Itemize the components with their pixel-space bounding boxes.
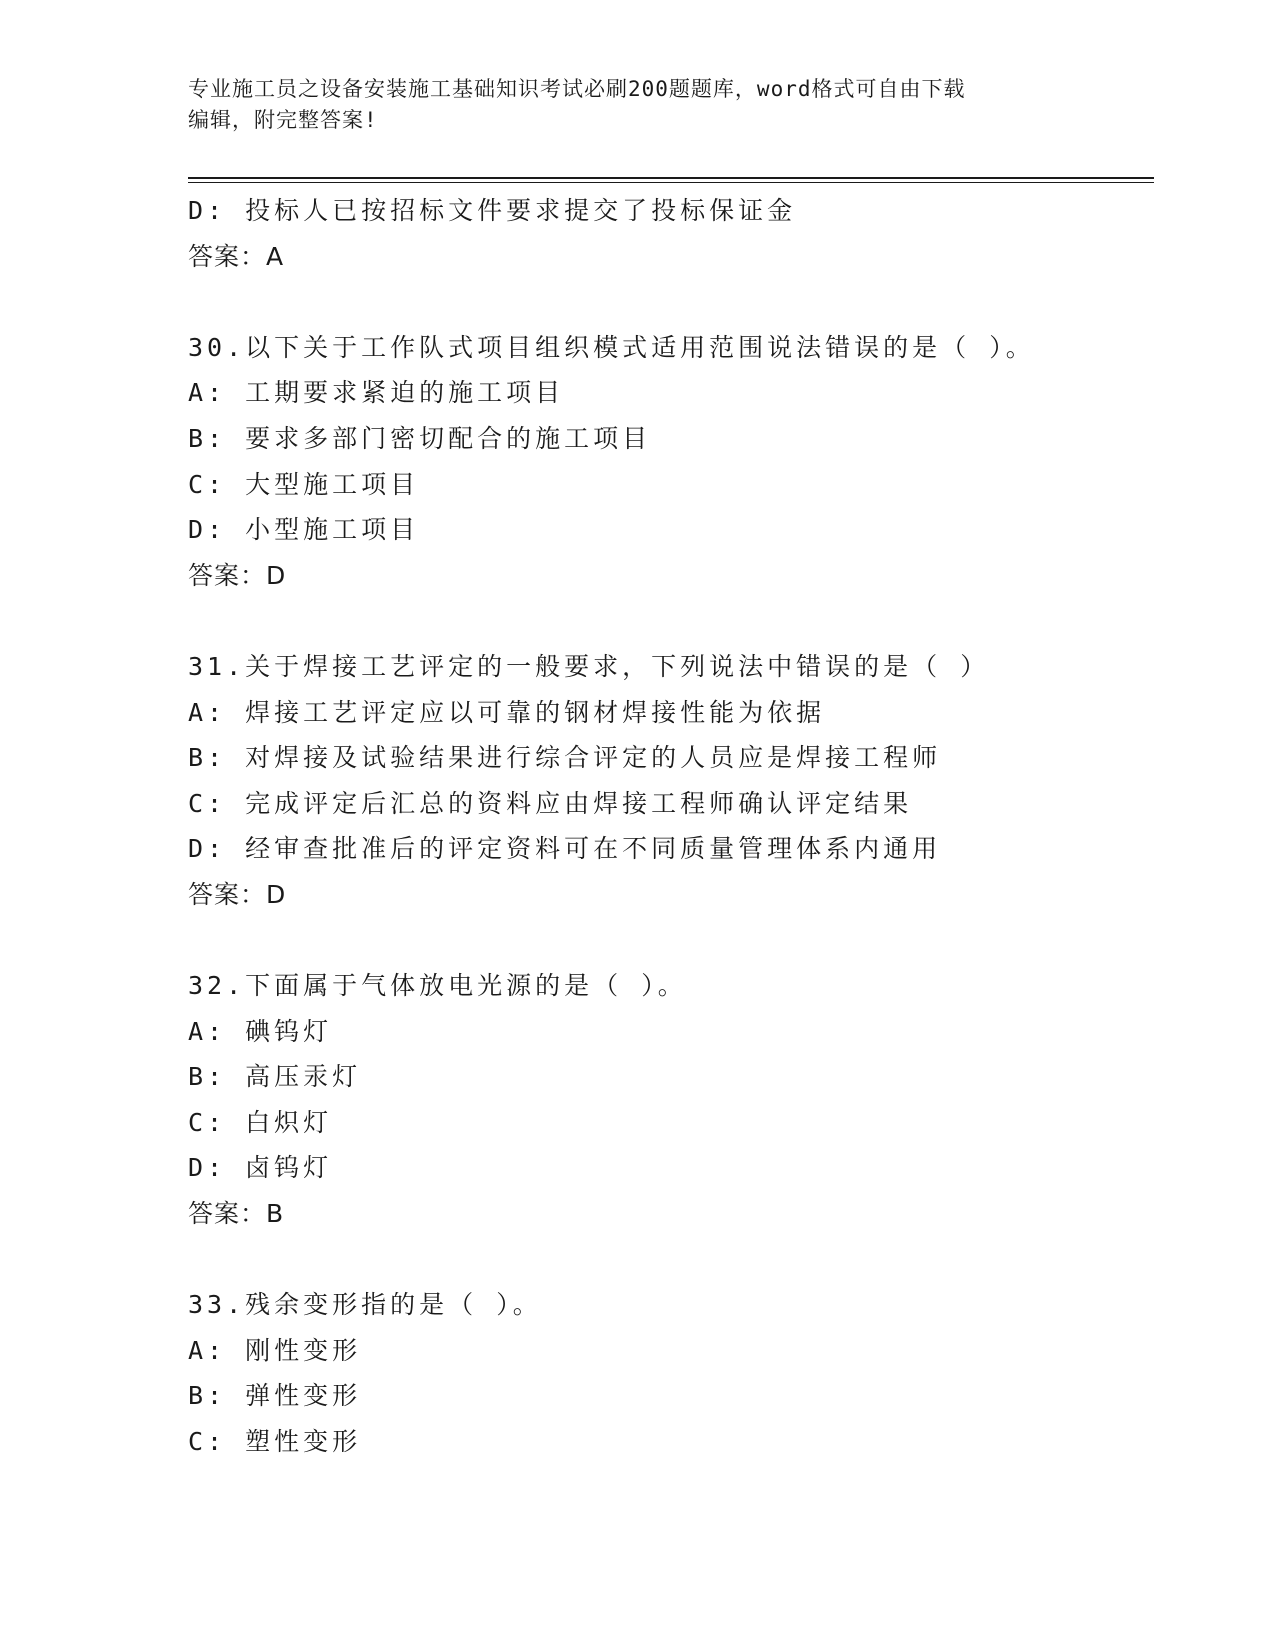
question-32: [188, 963, 1154, 1237]
document-header: [188, 74, 1068, 136]
spacer: [188, 918, 1154, 964]
header-divider-thick: [188, 177, 1154, 179]
spacer: [188, 598, 1154, 644]
option-b: B: 对焊接及试验结果进行综合评定的人员应是焊接工程师: [188, 743, 942, 773]
option-c: C: 塑性变形: [188, 1427, 362, 1457]
option-b: B: 高压汞灯: [188, 1062, 362, 1092]
question-30: [188, 325, 1154, 599]
answer-line: 答案：D: [188, 560, 287, 590]
spacer: [188, 279, 1154, 325]
option-a: A: 工期要求紧迫的施工项目: [188, 378, 565, 408]
previous-question-option-d: D: 投标人已按招标文件要求提交了投标保证金: [188, 196, 797, 225]
question-stem: 33.残余变形指的是（ ）。: [188, 1290, 542, 1320]
question-stem: 30.以下关于工作队式项目组织模式适用范围说法错误的是（ ）。: [188, 332, 1035, 362]
option-d: D: 小型施工项目: [188, 515, 420, 545]
question-33: [188, 1282, 1154, 1464]
question-31: [188, 644, 1154, 918]
header-divider-thin: [188, 182, 1154, 183]
question-stem: 32.下面属于气体放电光源的是（ ）。: [188, 971, 687, 1001]
header-title-line-1: 专业施工员之设备安装施工基础知识考试必刷200题题库，word格式可自由下载: [188, 77, 966, 101]
option-a: A: 焊接工艺评定应以可靠的钢材焊接性能为依据: [188, 697, 826, 727]
answer-line: 答案：D: [188, 879, 287, 909]
answer-line: 答案：B: [188, 1199, 285, 1229]
option-b: B: 弹性变形: [188, 1381, 362, 1411]
option-c: C: 白炽灯: [188, 1107, 333, 1137]
header-title-line-2: 编辑，附完整答案!: [188, 108, 378, 132]
option-a: A: 刚性变形: [188, 1335, 362, 1365]
question-list: [188, 188, 1154, 1465]
spacer: [188, 1237, 1154, 1283]
option-c: C: 完成评定后汇总的资料应由焊接工程师确认评定结果: [188, 788, 913, 818]
option-d: D: 经审查批准后的评定资料可在不同质量管理体系内通用: [188, 834, 942, 864]
option-a: A: 碘钨灯: [188, 1016, 333, 1046]
previous-question-answer: 答案：A: [188, 241, 285, 271]
question-stem: 31.关于焊接工艺评定的一般要求，下列说法中错误的是（ ）: [188, 651, 990, 681]
option-d: D: 卤钨灯: [188, 1153, 333, 1183]
option-b: B: 要求多部门密切配合的施工项目: [188, 423, 652, 453]
option-c: C: 大型施工项目: [188, 469, 420, 499]
